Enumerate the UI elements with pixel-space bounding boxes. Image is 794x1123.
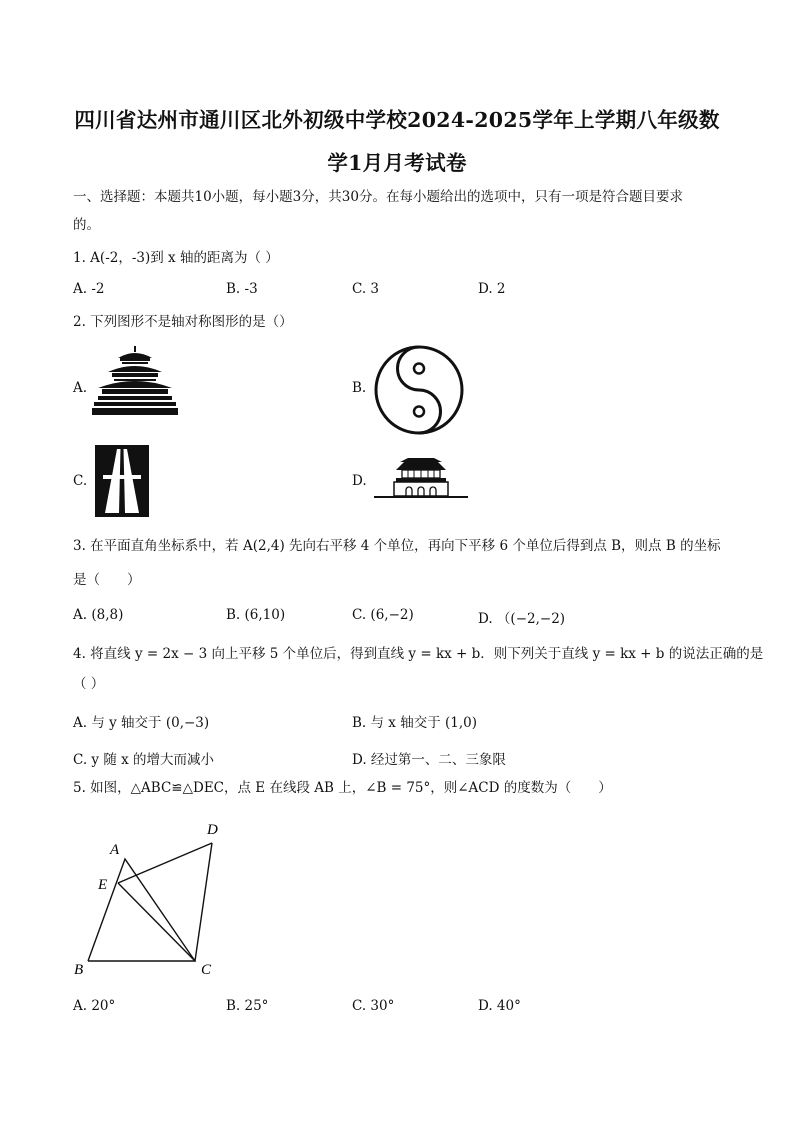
q2-label-d: D. (352, 473, 367, 489)
page-title-line1: 四川省达州市通川区北外初级中学校2024-2025学年上学期八年级数 (74, 108, 720, 132)
q1-option-a: A. -2 (73, 281, 105, 297)
q3-option-a: A. (8,8) (73, 607, 124, 623)
q4-stem-line1: 4. 将直线 y = 2x − 3 向上平移 5 个单位后，得到直线 y = kx + b．则下列关于直线 y = kx + b 的说法正确的是 (73, 646, 764, 662)
q1-option-b: B. -3 (226, 281, 258, 297)
section-header-line1: 一、选择题：本题共10小题，每小题3分，共30分。在每小题给出的选项中，只有一项是符合题目要求 (73, 189, 683, 205)
yin-yang-icon (374, 345, 464, 435)
q2-label-a: A. (73, 380, 88, 396)
point-label-a: A (110, 842, 120, 858)
q2-label-c: C. (73, 473, 88, 489)
highway-sign-icon (95, 445, 149, 517)
q4-stem-line2: （ ） (73, 676, 105, 692)
q4-option-c: C. y 随 x 的增大而减小 (73, 752, 215, 768)
point-label-e: E (98, 877, 108, 893)
q3-stem-line2: 是（ ） (73, 572, 141, 588)
q5-stem: 5. 如图，△ABC≌△DEC，点 E 在线段 AB 上，∠B = 75°，则∠ACD 的度数为（ ） (73, 780, 612, 796)
point-label-b: B (74, 962, 84, 978)
q3-option-d: D. （(−2,−2) (478, 611, 566, 627)
tiananmen-icon (374, 458, 468, 500)
q3-stem-line1: 3. 在平面直角坐标系中，若 A(2,4) 先向右平移 4 个单位，再向下平移 6 个单位后得到点 B，则点 B 的坐标 (73, 538, 721, 554)
q2-stem: 2. 下列图形不是轴对称图形的是（） (73, 314, 293, 330)
q4-option-b: B. 与 x 轴交于 (1,0) (352, 715, 477, 731)
q4-option-d: D. 经过第一、二、三象限 (352, 752, 506, 768)
temple-of-heaven-icon (92, 344, 178, 416)
page-title-line2: 学1月月考试卷 (327, 151, 467, 175)
q2-label-b: B. (352, 380, 367, 396)
triangle-figure (70, 815, 230, 985)
q1-option-c: C. 3 (352, 281, 380, 297)
point-label-d: D (207, 822, 218, 838)
point-label-c: C (201, 962, 212, 978)
q5-option-b: B. 25° (226, 998, 269, 1014)
q3-option-c: C. (6,−2) (352, 607, 414, 623)
section-header-line2: 的。 (73, 217, 100, 233)
q3-option-b: B. (6,10) (226, 607, 286, 623)
q4-option-a: A. 与 y 轴交于 (0,−3) (73, 715, 210, 731)
q5-option-d: D. 40° (478, 998, 521, 1014)
q1-stem: 1. A(-2，-3)到 x 轴的距离为（ ） (73, 250, 279, 266)
q5-option-c: C. 30° (352, 998, 395, 1014)
q1-option-d: D. 2 (478, 281, 506, 297)
q5-option-a: A. 20° (73, 998, 116, 1014)
